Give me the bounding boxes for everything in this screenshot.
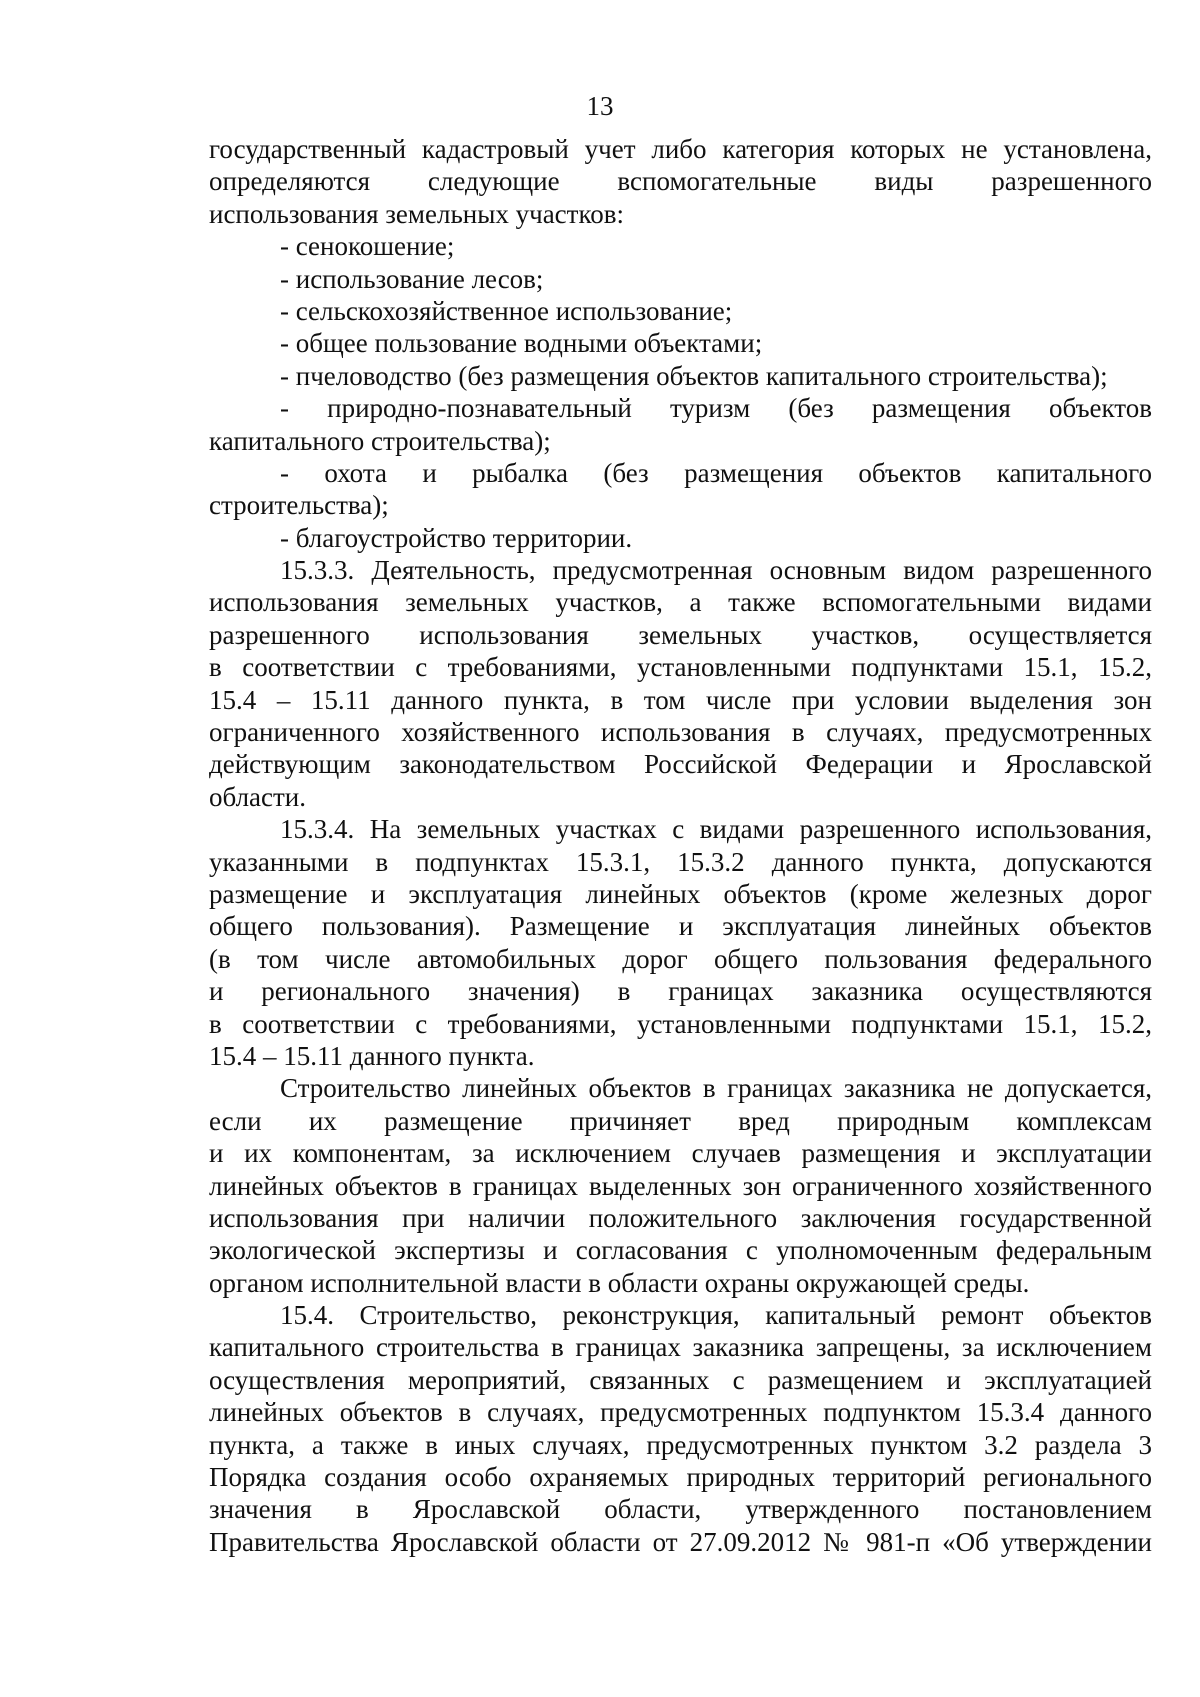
text-line: использования земельных участков, а также вспомогательными видами bbox=[209, 587, 1152, 618]
text-line: осуществления мероприятий, связанных с размещением и эксплуатацией bbox=[209, 1364, 1152, 1395]
text-line: - сенокошение; bbox=[280, 231, 455, 262]
text-line: Порядка создания особо охраняемых природных территорий регионального bbox=[209, 1462, 1152, 1493]
document-body bbox=[209, 133, 1152, 1558]
text-line: общего пользования). Размещение и эксплуатация линейных объектов bbox=[209, 911, 1152, 942]
text-line: - благоустройство территории. bbox=[280, 522, 633, 553]
text-line: - сельскохозяйственное использование; bbox=[280, 295, 733, 326]
text-line: использования при наличии положительного заключения государственной bbox=[209, 1202, 1152, 1233]
text-line: определяются следующие вспомогательные виды разрешенного bbox=[209, 166, 1152, 197]
text-line: - пчеловодство (без размещения объектов капитального строительства); bbox=[280, 360, 1108, 391]
text-line: 15.4 – 15.11 данного пункта, в том числе при условии выделения зон bbox=[209, 684, 1152, 715]
text-line: капитального строительства в границах заказника запрещены, за исключением bbox=[209, 1332, 1152, 1363]
text-line: если их размещение причиняет вред природным комплексам bbox=[209, 1105, 1152, 1136]
text-line: государственный кадастровый учет либо категория которых не установлена, bbox=[209, 134, 1152, 164]
text-line: (в том числе автомобильных дорог общего пользования федерального bbox=[209, 943, 1152, 974]
text-line: Строительство линейных объектов в границах заказника не допускается, bbox=[280, 1073, 1152, 1104]
text-line: экологической экспертизы и согласования с уполномоченным федеральным bbox=[209, 1235, 1152, 1266]
text-line: и их компонентам, за исключением случаев размещения и эксплуатации bbox=[209, 1138, 1152, 1169]
text-line: - общее пользование водными объектами; bbox=[280, 328, 763, 359]
text-line: 15.3.3. Деятельность, предусмотренная основным видом разрешенного bbox=[280, 555, 1152, 586]
text-line: области. bbox=[209, 781, 307, 812]
text-line: и регионального значения) в границах заказника осуществляются bbox=[209, 976, 1152, 1007]
text-line: - использование лесов; bbox=[280, 263, 544, 294]
text-line: линейных объектов в границах выделенных зон ограниченного хозяйственного bbox=[209, 1170, 1152, 1201]
text-line: капитального строительства); bbox=[209, 425, 551, 456]
text-line: органом исполнительной власти в области охраны окружающей среды. bbox=[209, 1267, 1030, 1298]
text-line: 15.3.4. На земельных участках с видами разрешенного использования, bbox=[280, 814, 1152, 845]
text-line: ограниченного хозяйственного использования в случаях, предусмотренных bbox=[209, 717, 1152, 748]
text-line: в соответствии с требованиями, установленными подпунктами 15.1, 15.2, bbox=[209, 652, 1152, 683]
text-line: пункта, а также в иных случаях, предусмотренных пунктом 3.2 раздела 3 bbox=[209, 1429, 1152, 1460]
text-line: размещение и эксплуатация линейных объектов (кроме железных дорог bbox=[209, 878, 1152, 909]
text-line: линейных объектов в случаях, предусмотренных подпунктом 15.3.4 данного bbox=[209, 1397, 1152, 1428]
text-line: значения в Ярославской области, утвержденного постановлением bbox=[209, 1494, 1152, 1525]
text-line: - природно-познавательный туризм (без размещения объектов bbox=[280, 393, 1152, 424]
text-line: указанными в подпунктах 15.3.1, 15.3.2 данного пункта, допускаются bbox=[209, 846, 1152, 877]
text-line: 15.4 – 15.11 данного пункта. bbox=[209, 1040, 535, 1071]
text-line: 15.4. Строительство, реконструкция, капитальный ремонт объектов bbox=[280, 1300, 1152, 1331]
text-line: действующим законодательством Российской Федерации и Ярославской bbox=[209, 749, 1152, 780]
text-line: использования земельных участков: bbox=[209, 198, 624, 229]
text-line: в соответствии с требованиями, установленными подпунктами 15.1, 15.2, bbox=[209, 1008, 1152, 1039]
text-line: строительства); bbox=[209, 490, 389, 521]
text-line: разрешенного использования земельных участков, осуществляется bbox=[209, 619, 1152, 650]
text-line: - охота и рыбалка (без размещения объектов капитального bbox=[280, 457, 1152, 488]
page-number: 13 bbox=[586, 91, 614, 121]
text-line: Правительства Ярославской области от 27.09.2012 № 981-п «Об утверждении bbox=[209, 1526, 1152, 1557]
